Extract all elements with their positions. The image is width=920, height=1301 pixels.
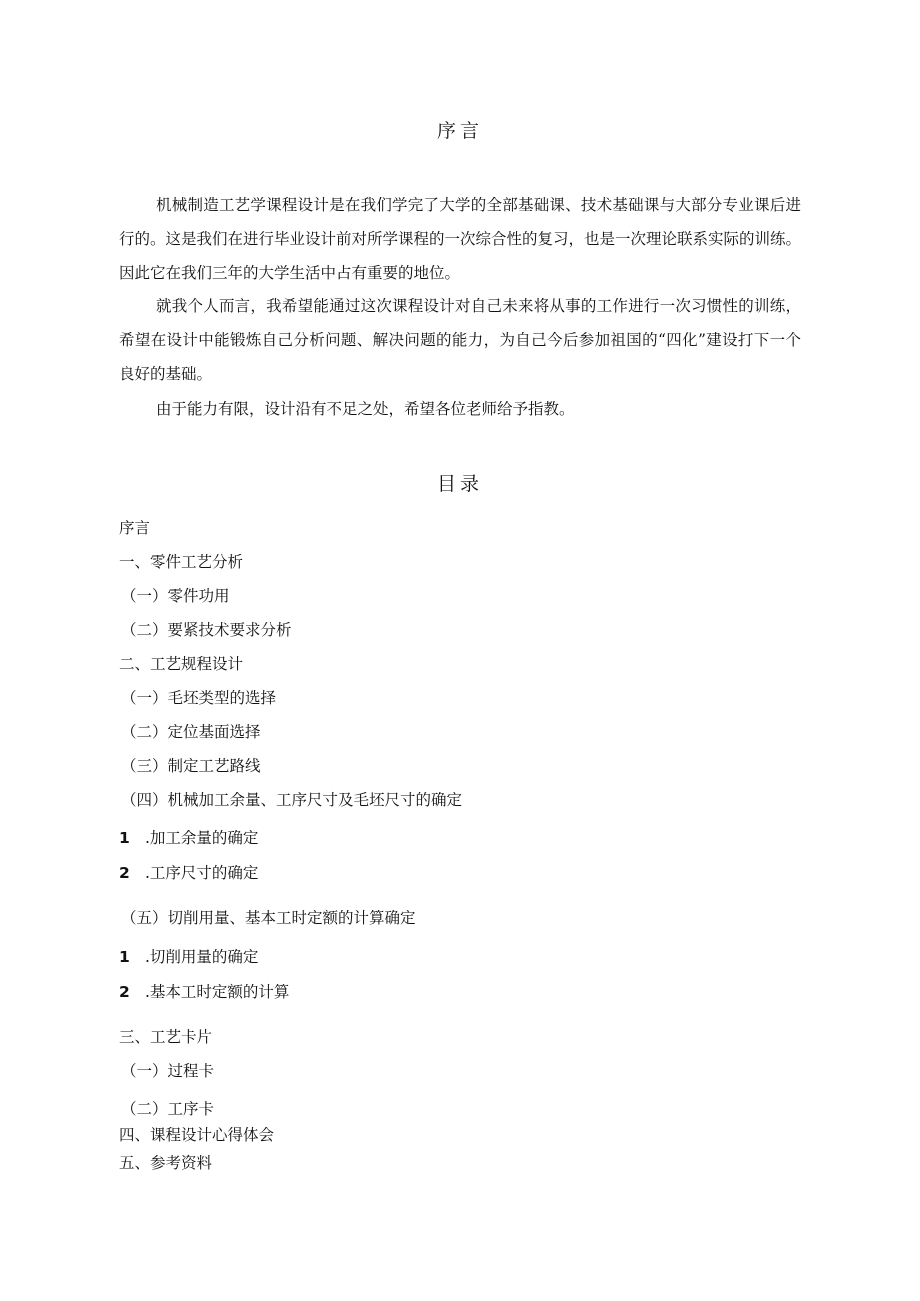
toc-item-label: .加工余量的确定 (145, 829, 259, 847)
toc-item-datum-selection: （二）定位基面选择 (121, 723, 261, 741)
preface-title: 序言 (436, 120, 483, 142)
toc-item-tech-requirements: （二）要紧技术要求分析 (121, 621, 292, 639)
toc-item-allowance (119, 826, 258, 848)
toc-item-process-card: （一）过程卡 (121, 1062, 215, 1080)
toc-item-blank-type: （一）毛坯类型的选择 (121, 689, 277, 707)
toc-item-reflections: 四、课程设计心得体会 (119, 1126, 275, 1144)
toc-item-references: 五、参考资料 (119, 1154, 213, 1172)
toc-item-label: .基本工时定额的计算 (145, 983, 290, 1001)
toc-item-label: .切削用量的确定 (145, 948, 259, 966)
preface-paragraph-2: 就我个人而言，我希望能通过这次课程设计对自己未来将从事的工作进行一次习惯性的训练，希望在设计中能锻炼自己分析问题、解决问题的能力，为自己今后参加祖国的“四化”建设打下一个良好的基础。 (119, 297, 801, 383)
toc-item-number: 1 (119, 829, 130, 847)
toc-item-label: .工序尺寸的确定 (145, 864, 259, 882)
toc-item-process-dimensions (119, 861, 258, 883)
toc-title: 目录 (436, 473, 483, 495)
preface-paragraph-1: 机械制造工艺学课程设计是在我们学完了大学的全部基础课、技术基础课与大部分专业课后进行的。这是我们在进行毕业设计前对所学课程的一次综合性的复习，也是一次理论联系实际的训练。因此它在我们三年的大学生活中占有重要的地位。 (119, 196, 802, 282)
toc-item-cutting-time: （五）切削用量、基本工时定额的计算确定 (121, 909, 416, 927)
toc-item-cutting-params (119, 945, 258, 967)
toc-item-part-function: （一）零件功用 (121, 587, 230, 605)
toc-item-process-cards: 三、工艺卡片 (119, 1028, 213, 1046)
toc-item-basic-time (119, 980, 289, 1002)
toc-item-number: 2 (119, 983, 130, 1001)
toc-item-preface: 序言 (119, 519, 151, 537)
toc-item-part-analysis: 一、零件工艺分析 (119, 553, 244, 571)
toc-item-process-route: （三）制定工艺路线 (121, 757, 261, 775)
toc-item-number: 1 (119, 948, 130, 966)
toc-item-process-design: 二、工艺规程设计 (119, 655, 244, 673)
preface-paragraph-3: 由于能力有限，设计沿有不足之处，希望各位老师给予指教。 (156, 400, 575, 418)
toc-item-allowance-dimensions: （四）机械加工余量、工序尺寸及毛坯尺寸的确定 (121, 791, 463, 809)
toc-item-operation-card: （二）工序卡 (121, 1100, 215, 1118)
toc-item-number: 2 (119, 864, 130, 882)
